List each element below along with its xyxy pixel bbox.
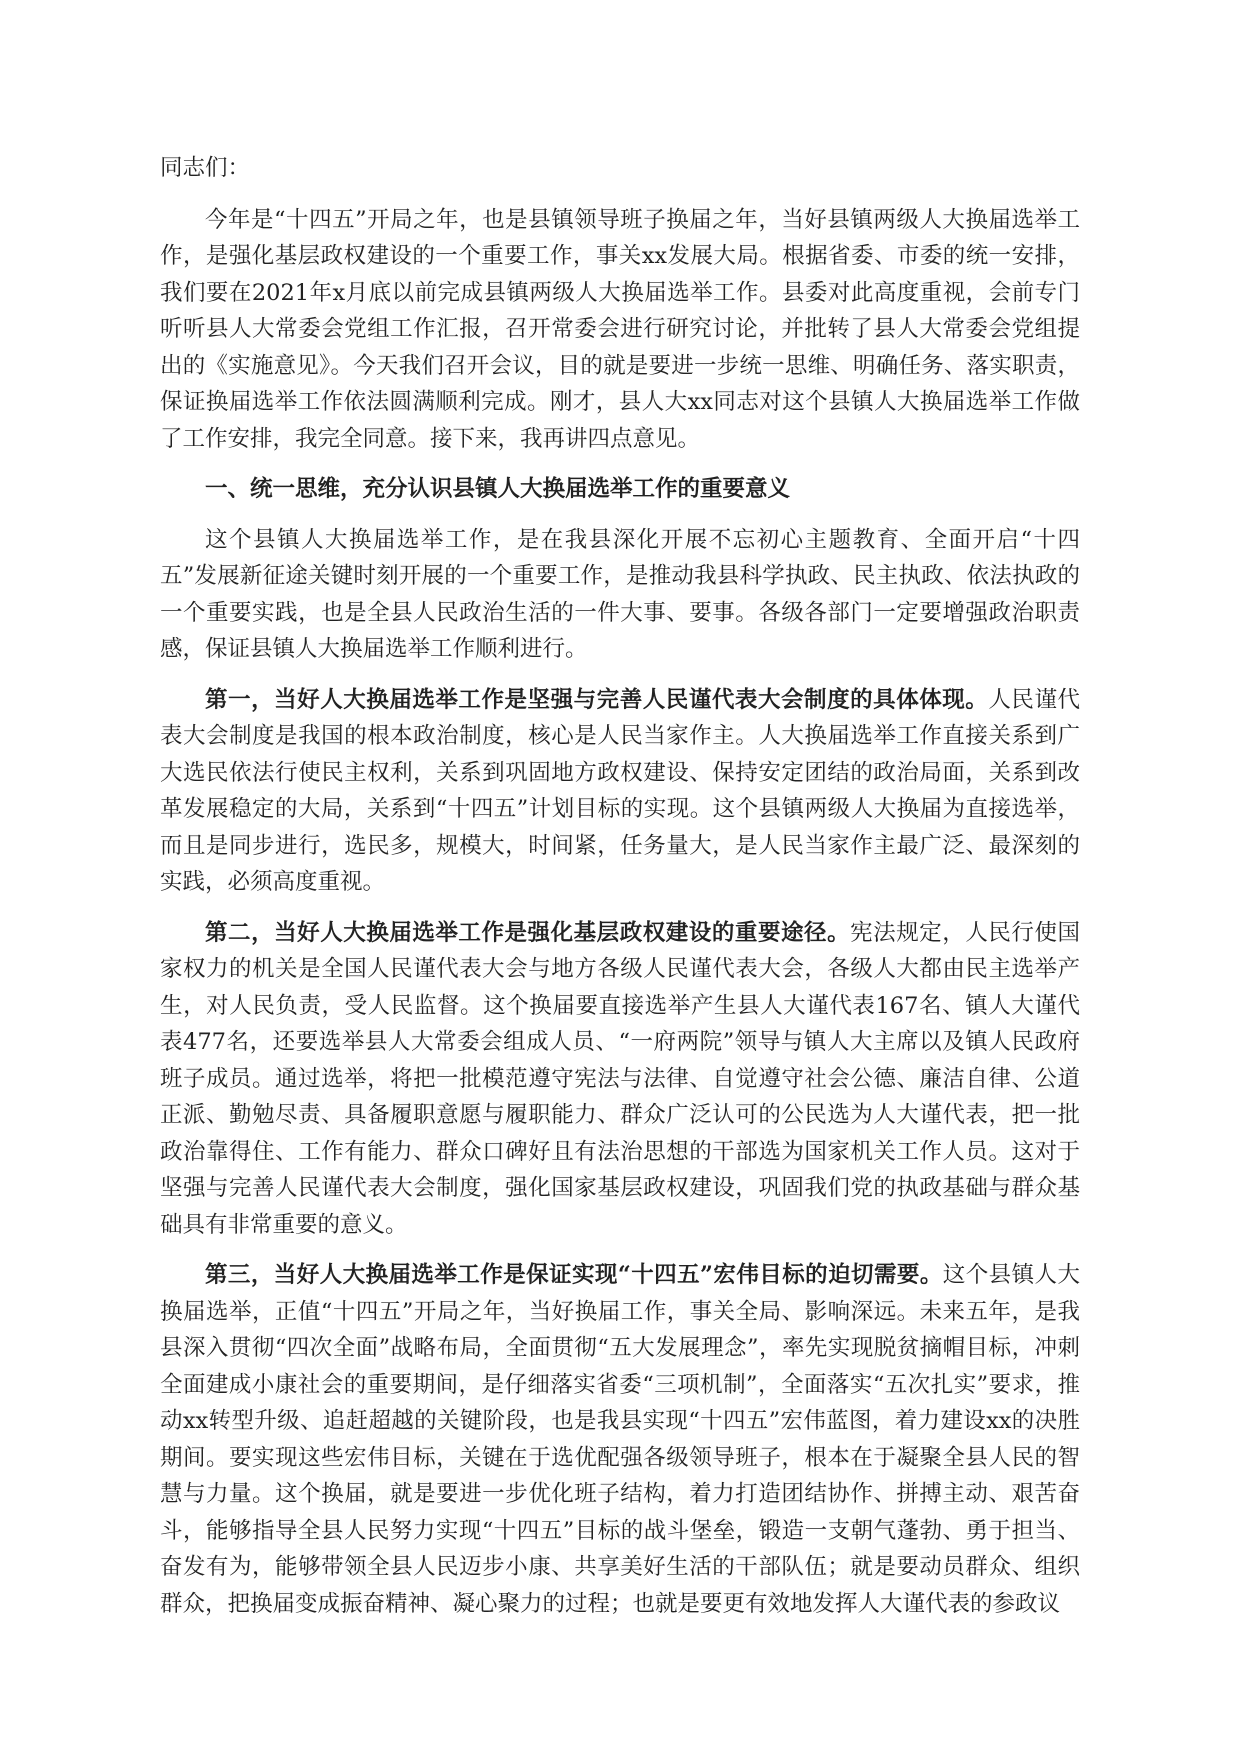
point-3-body: 这个县镇人大换届选举，正值“十四五”开局之年，当好换届工作，事关全局、影响深远。未来五年，是我县深入贯彻“四次全面”战略布局，全面贯彻“五大发展理念”，率先实现脱贫摘帽目标，冲刺全面建成小康社会的重要期间，是仔细落实省委“三项机制”，全面落实“五次扎实”要求，推动xx转型升级、追赶超越的关键阶段，也是我县实现“十四五”宏伟蓝图，着力建设xx的决胜期间。要实现这些宏伟目标，关键在于选优配强各级领导班子，根本在于凝聚全县人民的智慧与力量。这个换届，就是要进一步优化班子结构，着力打造团结协作、拼搏主动、艰苦奋斗，能够指导全县人民努力实现“十四五”目标的战斗堡垒，锻造一支朝气蓬勃、勇于担当、奋发有为，能够带领全县人民迈步小康、共享美好生活的干部队伍；就是要动员群众、组织群众，把换届变成振奋精神、凝心聚力的过程；也就是要更有效地发挥人大谨代表的参政议 bbox=[160, 1262, 1080, 1617]
greeting: 同志们： bbox=[160, 155, 251, 181]
point-2-body: 宪法规定，人民行使国家权力的机关是全国人民谨代表大会与地方各级人民谨代表大会，各级人大都由民主选举产生，对人民负责，受人民监督。这个换届要直接选举产生县人大谨代表167名、镇人大谨代表477名，还要选举县人大常委会组成人员、“一府两院”领导与镇人大主席以及镇人民政府班子成员。通过选举，将把一批模范遵守宪法与法律、自觉遵守社会公德、廉洁自律、公道正派、勤勉尽责、具备履职意愿与履职能力、群众广泛认可的公民选为人大谨代表，把一批政治靠得住、工作有能力、群众口碑好且有法治思想的干部选为国家机关工作人员。这对于坚强与完善人民谨代表大会制度，强化国家基层政权建设，巩固我们党的执政基础与群众基础具有非常重要的意义。 bbox=[160, 919, 1080, 1238]
point-3-lead: 第三，当好人大换届选举工作是保证实现“十四五”宏伟目标的迫切需要。 bbox=[205, 1262, 943, 1288]
intro-paragraph: 今年是“十四五”开局之年，也是县镇领导班子换届之年，当好县镇两级人大换届选举工作，是强化基层政权建设的一个重要工作，事关xx发展大局。根据省委、市委的统一安排，我们要在2021年x月底以前完成县镇两级人大换届选举工作。县委对此高度重视，会前专门听听县人大常委会党组工作汇报，召开常委会进行研究讨论，并批转了县人大常委会党组提出的《实施意见》。今天我们召开会议，目的就是要进一步统一思维、明确任务、落实职责，保证换届选举工作依法圆满顺利完成。刚才，县人大xx同志对这个县镇人大换届选举工作做了工作安排，我完全同意。接下来，我再讲四点意见。 bbox=[160, 206, 1080, 452]
point-2-lead: 第二，当好人大换届选举工作是强化基层政权建设的重要途径。 bbox=[205, 919, 851, 946]
point-2-paragraph bbox=[160, 915, 1080, 1244]
section-1-paragraph: 这个县镇人大换届选举工作，是在我县深化开展不忘初心主题教育、全面开启“十四五”发展新征途关键时刻开展的一个重要工作，是推动我县科学执政、民主执政、依法执政的一个重要实践，也是全县人民政治生活的一件大事、要事。各级各部门一定要增强政治职责感，保证县镇人大换届选举工作顺利进行。 bbox=[160, 526, 1080, 662]
point-3-paragraph bbox=[160, 1257, 1080, 1622]
point-1-body: 人民谨代表大会制度是我国的根本政治制度，核心是人民当家作主。人大换届选举工作直接关系到广大选民依法行使民主权利，关系到巩固地方政权建设、保持安定团结的政治局面，关系到改革发展稳定的大局，关系到“十四五”计划目标的实现。这个县镇两级人大换届为直接选举，而且是同步进行，选民多，规模大，时间紧，任务量大，是人民当家作主最广泛、最深刻的实践，必须高度重视。 bbox=[160, 686, 1080, 895]
point-1-lead: 第一，当好人大换届选举工作是坚强与完善人民谨代表大会制度的具体体现。 bbox=[205, 686, 989, 713]
point-1-paragraph bbox=[160, 682, 1080, 901]
document-page bbox=[160, 150, 1080, 1636]
section-heading-1: 一、统一思维，充分认识县镇人大换届选举工作的重要意义 bbox=[205, 476, 791, 502]
